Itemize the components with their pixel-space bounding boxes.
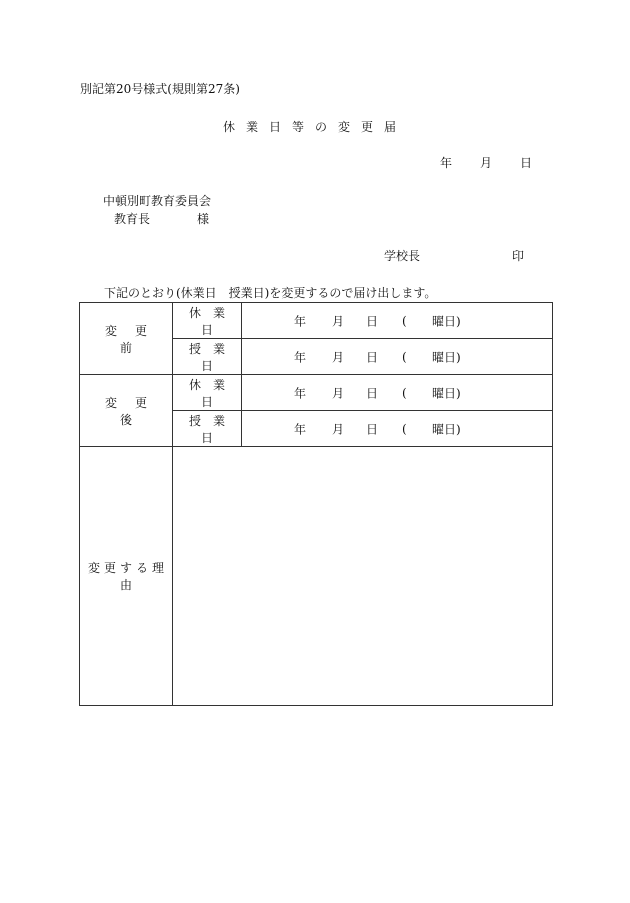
date-day-label: 日 [519, 156, 532, 170]
reason-field[interactable] [173, 447, 553, 706]
reason-row [80, 447, 553, 706]
month-label: 月 [332, 350, 345, 364]
seal-mark: 印 [512, 249, 525, 263]
date-year-label: 年 [440, 156, 453, 170]
paren-open: ( [402, 313, 407, 328]
weekday-label: 曜日) [432, 422, 461, 436]
date-month-label: 月 [479, 156, 492, 170]
month-label: 月 [332, 422, 345, 436]
year-label: 年 [294, 314, 307, 328]
addressee-honorific: 様 [197, 212, 210, 226]
change-table [79, 302, 553, 706]
addressee-organization: 中頓別町教育委員会 [103, 194, 212, 208]
after-holiday-label: 休業日 [173, 375, 242, 411]
submission-date [440, 157, 532, 169]
weekday-label: 曜日) [432, 314, 461, 328]
day-label: 日 [366, 314, 379, 328]
reason-label: 変更する理由 [80, 447, 173, 706]
after-schoolday-label: 授業日 [173, 411, 242, 447]
day-label: 日 [366, 350, 379, 364]
paren-open: ( [402, 349, 407, 364]
year-label: 年 [294, 350, 307, 364]
addressee-title: 教育長 [114, 212, 151, 226]
weekday-label: 曜日) [432, 350, 461, 364]
day-label: 日 [366, 386, 379, 400]
before-schoolday-label: 授業日 [173, 339, 242, 375]
before-holiday-row [80, 303, 553, 339]
before-holiday-label: 休業日 [173, 303, 242, 339]
year-label: 年 [294, 386, 307, 400]
year-label: 年 [294, 422, 307, 436]
before-holiday-date-field[interactable] [242, 303, 553, 339]
after-label: 変更後 [80, 375, 173, 447]
before-label: 変更前 [80, 303, 173, 375]
form-title: 休業日等の変更届 [222, 120, 407, 134]
after-holiday-date-field[interactable] [242, 375, 553, 411]
month-label: 月 [332, 386, 345, 400]
before-schoolday-date-field[interactable] [242, 339, 553, 375]
paren-open: ( [402, 385, 407, 400]
notice-text: 下記のとおり(休業日 授業日)を変更するので届け出します。 [104, 286, 437, 300]
weekday-label: 曜日) [432, 386, 461, 400]
principal-label: 学校長 [384, 249, 421, 263]
after-holiday-row [80, 375, 553, 411]
form-reference: 別記第20号様式(規則第27条) [80, 82, 240, 96]
after-schoolday-date-field[interactable] [242, 411, 553, 447]
month-label: 月 [332, 314, 345, 328]
day-label: 日 [366, 422, 379, 436]
paren-open: ( [402, 421, 407, 436]
